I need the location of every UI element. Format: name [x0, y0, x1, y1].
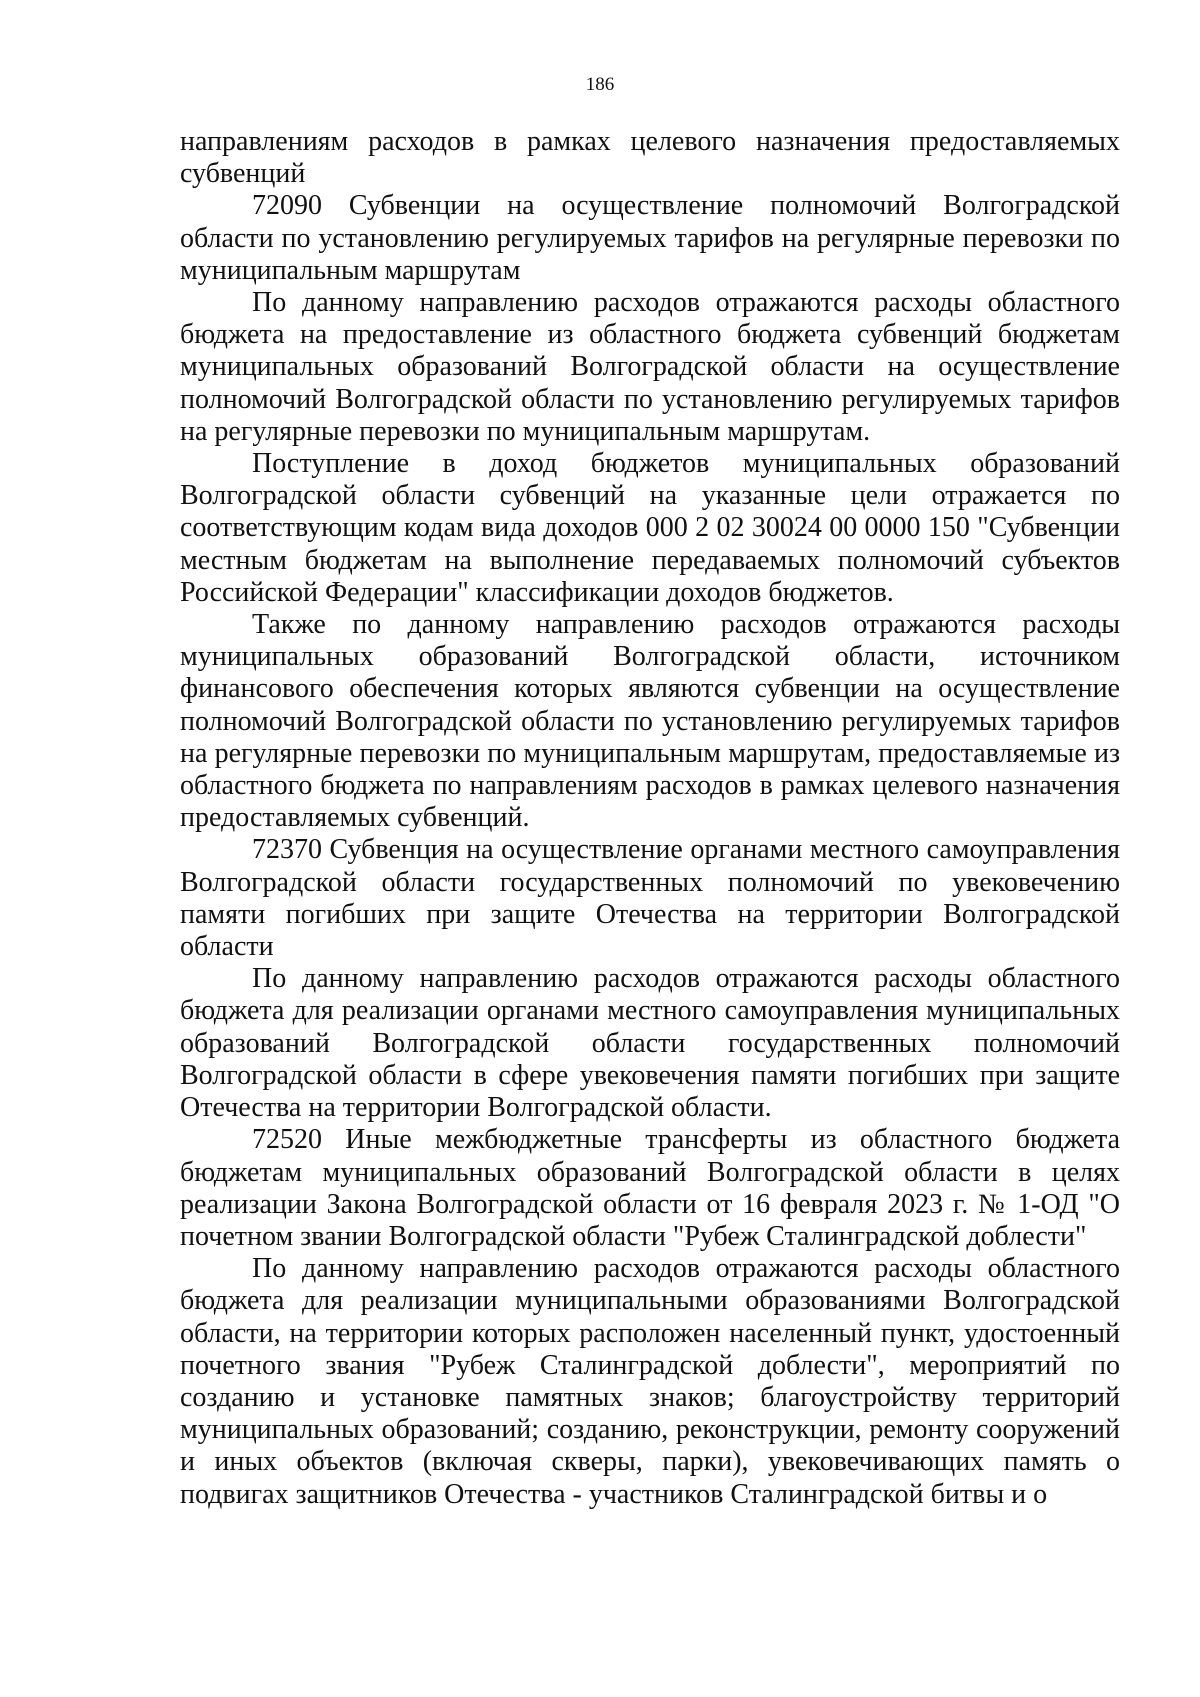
- paragraph-72520-description: По данному направлению расходов отражаются расходы областного бюджета для реализации муниципальными образованиями Волгоградской области, на территории которых расположен населенный пункт, удостоенный почетного звания "Рубеж Сталинградской доблести", мероприятий по созданию и установке памятных знаков; благоустройству территорий муниципальных образований; созданию, реконструкции, ремонту сооружений и иных объектов (включая скверы, парки), увековечивающих память о подвигах защитников Отечества - участников Сталинградской битвы и о: [180, 1253, 1120, 1510]
- paragraph-72090-municipal-expenses: Также по данному направлению расходов отражаются расходы муниципальных образований Волгоградской области, источником финансового обеспечения которых являются субвенции на осуществление полномочий Волгоградской области по установлению регулируемых тарифов на регулярные перевозки по муниципальным маршрутам, предоставляемые из областного бюджета по направлениям расходов в рамках целевого назначения предоставляемых субвенций.: [180, 609, 1120, 834]
- paragraph-72090-description: По данному направлению расходов отражаются расходы областного бюджета на предоставление из областного бюджета субвенций бюджетам муниципальных образований Волгоградской области на осуществление полномочий Волгоградской области по установлению регулируемых тарифов на регулярные перевозки по муниципальным маршрутам.: [180, 287, 1120, 447]
- document-body: [180, 126, 1120, 1511]
- page-number: 186: [585, 74, 615, 95]
- paragraph-72090-revenue-code: Поступление в доход бюджетов муниципальных образований Волгоградской области субвенций на указанные цели отражается по соответствующим кодам вида доходов 000 2 02 30024 00 0000 150 "Субвенции местным бюджетам на выполнение передаваемых полномочий субъектов Российской Федерации" классификации доходов бюджетов.: [180, 448, 1120, 608]
- paragraph-72090-heading: 72090 Субвенции на осуществление полномочий Волгоградской области по установлению регулируемых тарифов на регулярные перевозки по муниципальным маршрутам: [180, 190, 1120, 286]
- paragraph-72370-description: По данному направлению расходов отражаются расходы областного бюджета для реализации органами местного самоуправления муниципальных образований Волгоградской области государственных полномочий Волгоградской области в сфере увековечения памяти погибших при защите Отечества на территории Волгоградской области.: [180, 963, 1120, 1124]
- paragraph-continuation: направлениям расходов в рамках целевого назначения предоставляемых субвенций: [180, 126, 1120, 190]
- paragraph-72520-heading: 72520 Иные межбюджетные трансферты из областного бюджета бюджетам муниципальных образований Волгоградской области в целях реализации Закона Волгоградской области от 16 февраля 2023 г. № 1-ОД "О почетном звании Волгоградской области "Рубеж Сталинградской доблести": [180, 1124, 1120, 1252]
- paragraph-72370-heading: 72370 Субвенция на осуществление органами местного самоуправления Волгоградской области государственных полномочий по увековечению памяти погибших при защите Отечества на территории Волгоградской области: [180, 834, 1120, 963]
